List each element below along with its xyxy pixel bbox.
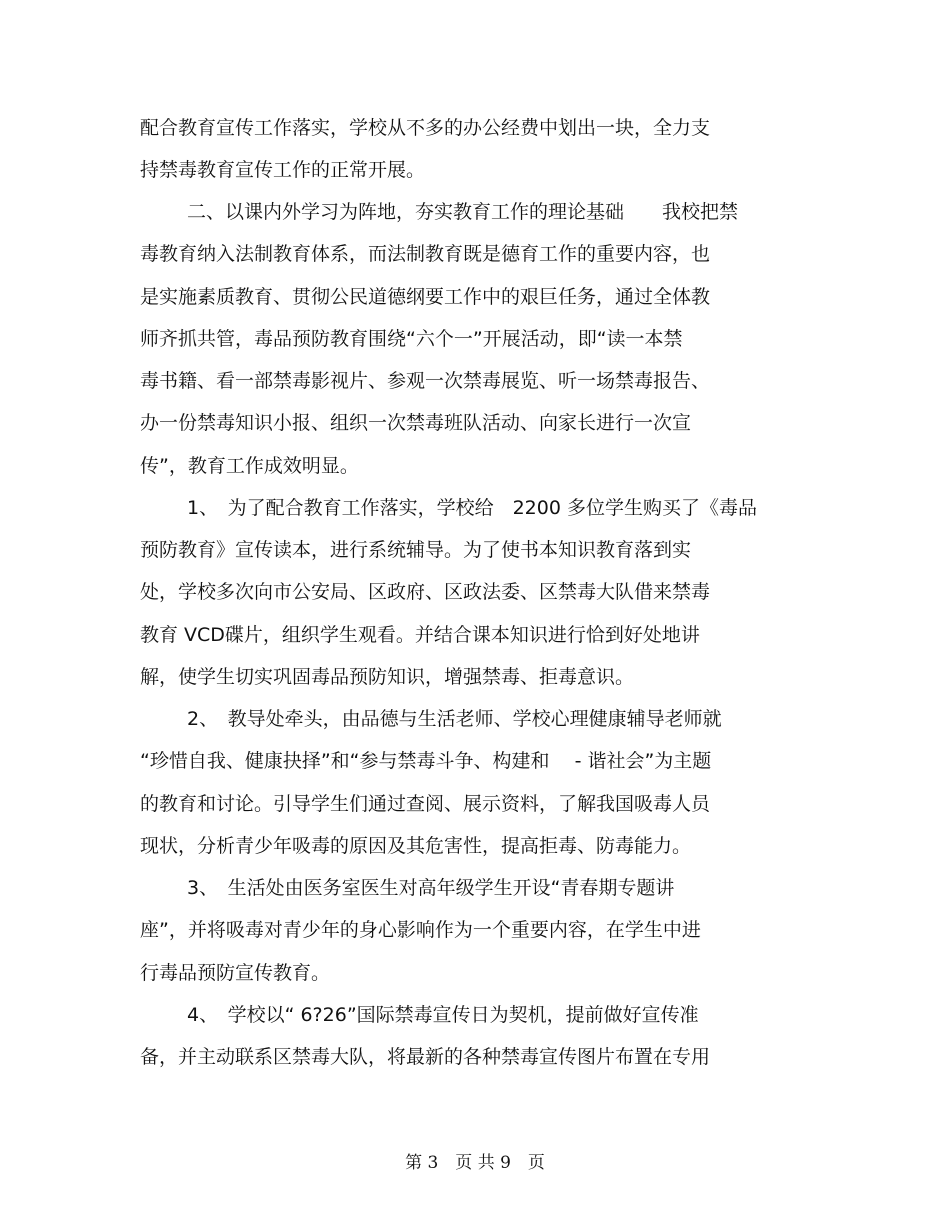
text-line: 是实施素质教育、贯彻公民道德纲要工作中的艰巨任务，通过全体教 bbox=[140, 286, 711, 308]
text-line: 座”，并将吸毒对青少年的身心影响作为一个重要内容，在学生中进 bbox=[140, 919, 701, 941]
text-line: 办一份禁毒知识小报、组织一次禁毒班队活动、向家长进行一次宣 bbox=[140, 412, 692, 434]
text-line: 教育 VCD碟片，组织学生观看。并结合课本知识进行恰到好处地讲 bbox=[140, 624, 700, 646]
text-line: 行毒品预防宣传教育。 bbox=[140, 962, 331, 984]
text-line: 3、 生活处由医务室医生对高年级学生开设“青春期专题讲 bbox=[187, 877, 675, 899]
text-line: 配合教育宣传工作落实，学校从不多的办公经费中划出一块，全力支 bbox=[140, 117, 711, 139]
text-line: “珍惜自我、健康抉择”和“参与禁毒斗争、构建和 - 谐社会”为主题 bbox=[140, 750, 712, 772]
text-line: 备，并主动联系区禁毒大队，将最新的各种禁毒宣传图片布置在专用 bbox=[140, 1046, 711, 1068]
text-line: 二、以课内外学习为阵地，夯实教育工作的理论基础 我校把禁 bbox=[187, 201, 739, 223]
text-line: 师齐抓共管，毒品预防教育围绕“六个一”开展活动，即“读一本禁 bbox=[140, 328, 683, 350]
text-line: 4、 学校以“ 6?26”国际禁毒宣传日为契机，提前做好宣传准 bbox=[187, 1004, 699, 1026]
text-line: 1、 为了配合教育工作落实，学校给 2200 多位学生购买了《毒品 bbox=[187, 497, 757, 519]
text-line: 的教育和讨论。引导学生们通过查阅、展示资料，了解我国吸毒人员 bbox=[140, 793, 711, 815]
text-line: 解，使学生切实巩固毒品预防知识，增强禁毒、拒毒意识。 bbox=[140, 666, 635, 688]
text-line: 预防教育》宣传读本，进行系统辅导。为了使书本知识教育落到实 bbox=[140, 539, 692, 561]
text-line: 毒教育纳入法制教育体系，而法制教育既是德育工作的重要内容，也 bbox=[140, 243, 711, 265]
page-footer: 第 3 页 共 9 页 bbox=[405, 1153, 545, 1173]
text-line: 持禁毒教育宣传工作的正常开展。 bbox=[140, 159, 426, 181]
text-line: 现状，分析青少年吸毒的原因及其危害性，提高拒毒、防毒能力。 bbox=[140, 835, 692, 857]
text-line: 毒书籍、看一部禁毒影视片、参观一次禁毒展览、听一场禁毒报告、 bbox=[140, 370, 711, 392]
text-line: 2、 教导处牵头，由品德与生活老师、学校心理健康辅导老师就 bbox=[187, 708, 722, 730]
text-line: 传”，教育工作成效明显。 bbox=[140, 455, 359, 477]
text-line: 处，学校多次向市公安局、区政府、区政法委、区禁毒大队借来禁毒 bbox=[140, 581, 711, 603]
